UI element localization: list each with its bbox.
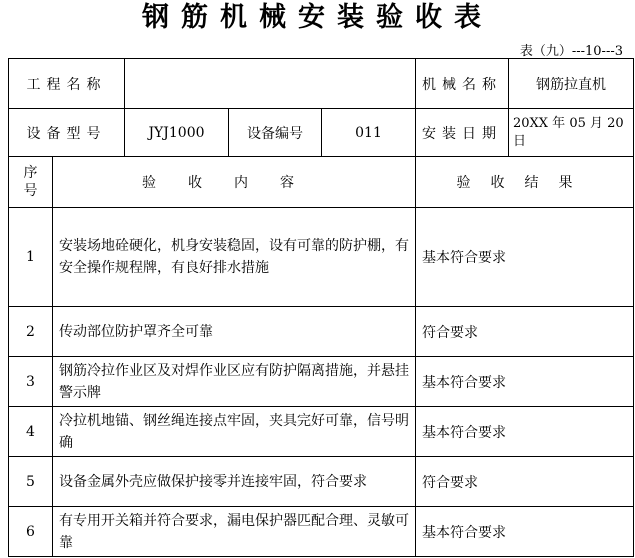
table-row	[9, 507, 634, 557]
equip-no-value: 011	[322, 109, 416, 157]
row-result: 基本符合要求	[416, 357, 634, 407]
info-row-1	[9, 59, 634, 109]
project-name-label: 工程名称	[9, 59, 125, 109]
machine-name-value: 钢筋拉直机	[509, 59, 634, 109]
seq-header: 序号	[9, 157, 53, 208]
table-row	[9, 208, 634, 307]
table-row	[9, 457, 634, 507]
header-row	[9, 157, 634, 208]
row-content: 设备金属外壳应做保护接零并连接牢固，符合要求	[53, 457, 416, 507]
row-number: 3	[9, 357, 53, 407]
row-result: 符合要求	[416, 457, 634, 507]
row-result: 基本符合要求	[416, 407, 634, 457]
row-result: 符合要求	[416, 307, 634, 357]
row-number: 1	[9, 208, 53, 307]
table-row	[9, 357, 634, 407]
table-row	[9, 407, 634, 457]
row-result: 基本符合要求	[416, 507, 634, 557]
install-date-value: 20XX 年 05 月 20 日	[509, 109, 634, 157]
row-content: 安装场地硂硬化，机身安装稳固，设有可靠的防护棚，有安全操作规程牌，有良好排水措施	[53, 208, 416, 307]
model-label: 设备型号	[9, 109, 125, 157]
table-row	[9, 307, 634, 357]
content-header: 验收内容	[53, 157, 416, 208]
machine-name-label: 机械名称	[416, 59, 509, 109]
row-number: 4	[9, 407, 53, 457]
result-header: 验收结果	[416, 157, 634, 208]
row-result: 基本符合要求	[416, 208, 634, 307]
document-title: 钢筋机械安装验收表	[142, 2, 493, 33]
row-number: 6	[9, 507, 53, 557]
row-number: 2	[9, 307, 53, 357]
row-content: 冷拉机地锚、钢丝绳连接点牢固，夹具完好可靠，信号明确	[53, 407, 416, 457]
form-number: 表（九）---10---3	[519, 44, 623, 59]
acceptance-table	[8, 58, 634, 557]
row-content: 传动部位防护罩齐全可靠	[53, 307, 416, 357]
row-number: 5	[9, 457, 53, 507]
project-name-value	[125, 59, 416, 109]
install-date-label: 安装日期	[416, 109, 509, 157]
row-content: 有专用开关箱并符合要求，漏电保护器匹配合理、灵敏可靠	[53, 507, 416, 557]
info-row-2	[9, 109, 634, 157]
equip-no-label: 设备编号	[229, 109, 322, 157]
row-content: 钢筋冷拉作业区及对焊作业区应有防护隔离措施，并悬挂警示牌	[53, 357, 416, 407]
model-value: JYJ1000	[125, 109, 229, 157]
